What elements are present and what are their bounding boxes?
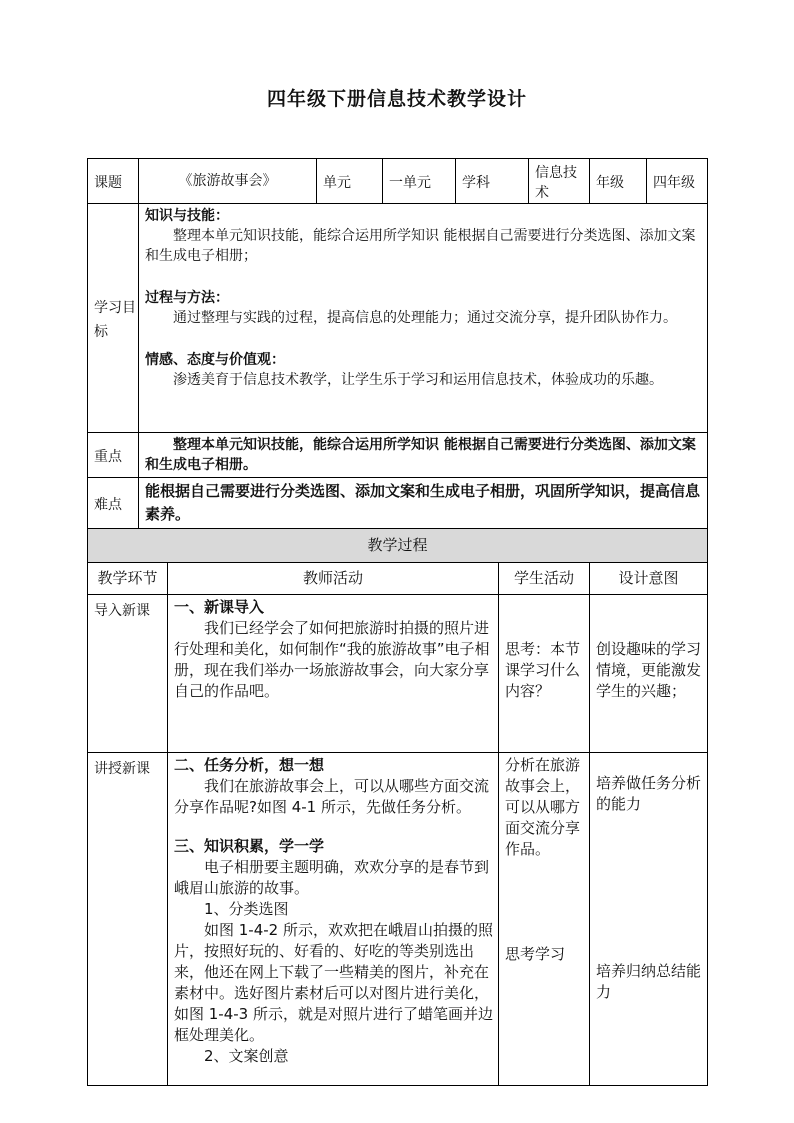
design-intent-summary: 培养归纳总结能力 (596, 962, 702, 1001)
objectives-row (88, 204, 708, 433)
intro-heading: 一、新课导入 (174, 598, 265, 616)
grade-label: 年级 (590, 159, 647, 204)
table-row (88, 753, 708, 1086)
unit-value: 一单元 (383, 159, 456, 204)
objectives-label: 学习目标 (88, 204, 139, 433)
student-activity-think: 思考学习 (505, 945, 566, 963)
col-stage: 教学环节 (88, 563, 168, 595)
col-teacher: 教师活动 (168, 563, 499, 595)
student-activity-intro: 思考：本节课学习什么内容？ (499, 595, 590, 753)
teacher-activity-new-lesson (168, 753, 499, 1086)
classify-images-paragraph: 如图 1-4-2 所示，欢欢把在峨眉山拍摄的照片，按照好玩的、好看的、好吃的等类别选出来，他还在网上下载了一些精美的图片，补充在素材中。选好图片素材后可以对图片进行美化，如图 1-4-3 所示，就是对照片进行了蜡笔画并边框处理美化。 (174, 921, 493, 1044)
unit-label: 单元 (317, 159, 383, 204)
lesson-plan-table (87, 158, 708, 1086)
stage-intro: 导入新课 (88, 595, 168, 753)
col-student: 学生活动 (499, 563, 590, 595)
intro-paragraph: 我们已经学会了如何把旅游时拍摄的照片进行处理和美化，如何制作“我的旅游故事”电子相册，现在我们举办一场旅游故事会，向大家分享自己的作品吧。 (174, 619, 490, 700)
difficulty-text: 能根据自己需要进行分类选图、添加文案和生成电子相册，巩固所学知识，提高信息素养。 (139, 478, 708, 529)
teacher-activity-intro (168, 595, 499, 753)
objective-text-process: 通过整理与实践的过程，提高信息的处理能力；通过交流分享，提升团队协作力。 (173, 310, 677, 326)
subject-value: 信息技术 (529, 159, 590, 204)
col-design: 设计意图 (590, 563, 708, 595)
objectives-content (139, 204, 708, 433)
topic-label: 课题 (88, 159, 139, 204)
process-title-row (88, 529, 708, 563)
design-intent-new-lesson (590, 753, 708, 1086)
item-classify-images: 1、分类选图 (204, 900, 289, 918)
table-row (88, 595, 708, 753)
objective-heading-emotion: 情感、态度与价值观： (145, 352, 285, 368)
knowledge-heading: 三、知识积累，学一学 (174, 837, 325, 855)
objective-heading-process: 过程与方法： (145, 290, 229, 306)
objective-heading-knowledge: 知识与技能： (145, 208, 229, 224)
task-analysis-heading: 二、任务分析，想一想 (174, 756, 325, 774)
design-intent-intro: 创设趣味的学习情境，更能激发学生的兴趣； (590, 595, 708, 753)
design-intent-analysis: 培养做任务分析的能力 (596, 774, 702, 813)
grade-value: 四年级 (647, 159, 708, 204)
objective-text-knowledge: 整理本单元知识技能，能综合运用所学知识 能根据自己需要进行分类选图、添加文案和生成电子相册； (145, 228, 696, 264)
knowledge-paragraph: 电子相册要主题明确，欢欢分享的是春节到峨眉山旅游的故事。 (174, 858, 490, 897)
student-activity-analysis: 分析在旅游故事会上，可以从哪方面交流分享作品。 (505, 756, 581, 858)
process-header-row (88, 563, 708, 595)
key-point-label: 重点 (88, 433, 139, 478)
objective-text-emotion: 渗透美育于信息技术教学，让学生乐于学习和运用信息技术，体验成功的乐趣。 (173, 372, 663, 388)
task-analysis-paragraph: 我们在旅游故事会上，可以从哪些方面交流分享作品呢?如图 4-1 所示，先做任务分析。 (174, 777, 490, 816)
subject-label: 学科 (456, 159, 529, 204)
student-activity-new-lesson (499, 753, 590, 1086)
process-title: 教学过程 (88, 529, 708, 563)
topic-value: 《旅游故事会》 (139, 159, 317, 204)
key-point-row (88, 433, 708, 478)
stage-new-lesson: 讲授新课 (88, 753, 168, 1086)
difficulty-row (88, 478, 708, 529)
key-point-text: 整理本单元知识技能，能综合运用所学知识 能根据自己需要进行分类选图、添加文案和生成电子相册。 (139, 433, 708, 478)
header-row (88, 159, 708, 204)
page-title: 四年级下册信息技术教学设计 (266, 88, 527, 110)
item-copy-creative: 2、文案创意 (204, 1047, 289, 1065)
difficulty-label: 难点 (88, 478, 139, 529)
